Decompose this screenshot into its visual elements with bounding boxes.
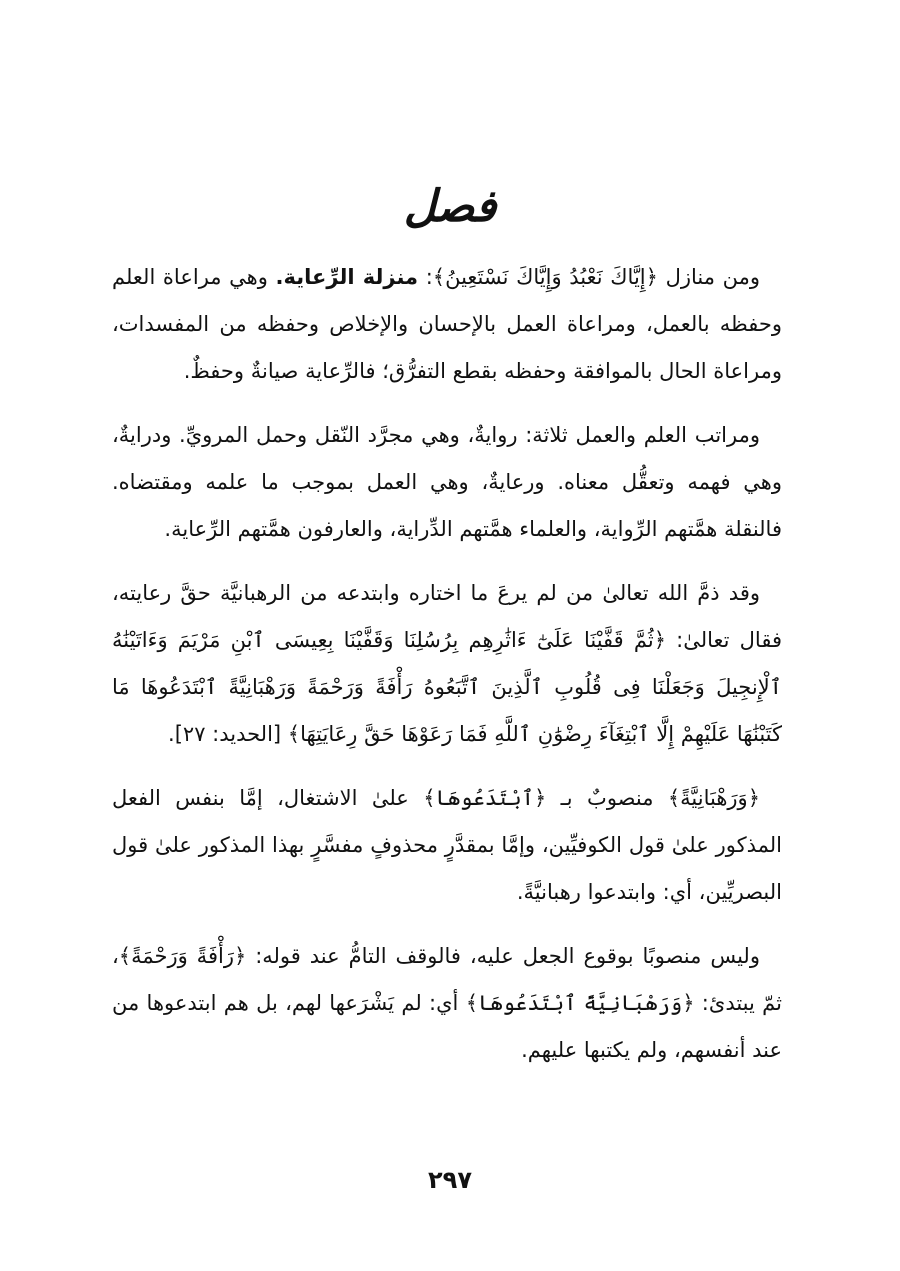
paragraph-1-rest: وهي مراعاة العلم وحفظه بالعمل، ومراعاة العمل بالإحسان والإخلاص وحفظه من المفسدات، ومراعاة الحال بالموافقة وحفظه بقطع التفرُّق؛ فالرِّعاية صيانةٌ وحفظٌ. [112, 265, 782, 383]
section-heading: فصل [403, 181, 497, 232]
paragraph-4-text-2: علىٰ الاشتغال، إمَّا بنفس الفعل المذكور علىٰ قول الكوفيِّين، وإمَّا بمقدَّرٍ محذوفٍ مفسَّرٍ بهذا المذكور علىٰ قول البصريِّين، أي: وابتدعوا رهبانيَّةً. [112, 786, 782, 904]
quran-verse-fatiha: ﴿إِيَّاكَ نَعْبُدُ وَإِيَّاكَ نَسْتَعِينُ﴾ [432, 265, 658, 289]
paragraph-3 [112, 570, 782, 758]
quran-word-rahbaniyya: ﴿وَرَهْبَانِيَّةً﴾ [667, 786, 761, 810]
station-title: منزلة الرِّعاية. [275, 265, 419, 289]
paragraph-1 [112, 254, 782, 395]
paragraph-5-text-3: أي: لم يَشْرَعها لهم، بل هم ابتدعوها من عند أنفسهم، ولم يكتبها عليهم. [112, 991, 782, 1062]
quran-phrase-rahbaniyya-ibtada'uha: ﴿وَرَهْبَانِيَّةً ٱبْتَدَعُوهَا﴾ [465, 991, 695, 1015]
paragraph-5 [112, 933, 782, 1074]
paragraph-1-colon: : [418, 265, 433, 289]
paragraph-4 [112, 775, 782, 916]
paragraph-4-text-1: منصوبٌ بـ [546, 786, 668, 810]
page-number: ٢٩٧ [428, 1166, 472, 1194]
quran-verse-hadid: ﴿ثُمَّ قَفَّيْنَا عَلَىٰٓ ءَاثَٰرِهِم بِرُسُلِنَا وَقَفَّيْنَا بِعِيسَى ٱبْنِ مَرْيَمَ وَءَاتَيْنَٰهُ ٱلْإِنجِيلَ وَجَعَلْنَا فِى قُلُوبِ ٱلَّذِينَ ٱتَّبَعُوهُ رَأْفَةً وَرَحْمَةً وَرَهْبَانِيَّةً ٱبْتَدَعُوهَا مَا كَتَبْنَٰهَا عَلَيْهِمْ إِلَّا ٱبْتِغَآءَ رِضْوَٰنِ ٱللَّهِ فَمَا رَعَوْهَا حَقَّ رِعَايَتِهَا﴾ [112, 628, 782, 746]
paragraph-1-intro: ومن منازل [657, 265, 760, 289]
verse-reference: [الحديد: ٢٧]. [168, 722, 288, 746]
paragraph-5-text-1: وليس منصوبًا بوقوع الجعل عليه، فالوقف التامُّ عند قوله: [246, 944, 760, 968]
paragraph-3-intro: وقد ذمَّ الله تعالىٰ من لم يرعَ ما اختاره وابتدعه من الرهبانيَّة حقَّ رعايته، فقال تعالىٰ: [112, 581, 782, 652]
paragraph-2: ومراتب العلم والعمل ثلاثة: روايةٌ، وهي مجرَّد النّقل وحمل المرويِّ. ودرايةٌ، وهي فهمه وتعقُّل معناه. ورعايةٌ، وهي العمل بموجب ما علمه ومقتضاه. فالنقلة همَّتهم الرِّواية، والعلماء همَّتهم الدِّراية، والعارفون همَّتهم الرِّعاية. [112, 423, 782, 541]
quran-word-ibtada'uha: ﴿ٱبْتَدَعُوهَا﴾ [423, 786, 547, 810]
body-text [112, 254, 782, 1091]
quran-phrase-rafa-rahma: ﴿رَأْفَةً وَرَحْمَةً﴾ [118, 944, 247, 968]
paragraph-5-text-2: ، ثمّ يبتدئ: [112, 944, 782, 1015]
